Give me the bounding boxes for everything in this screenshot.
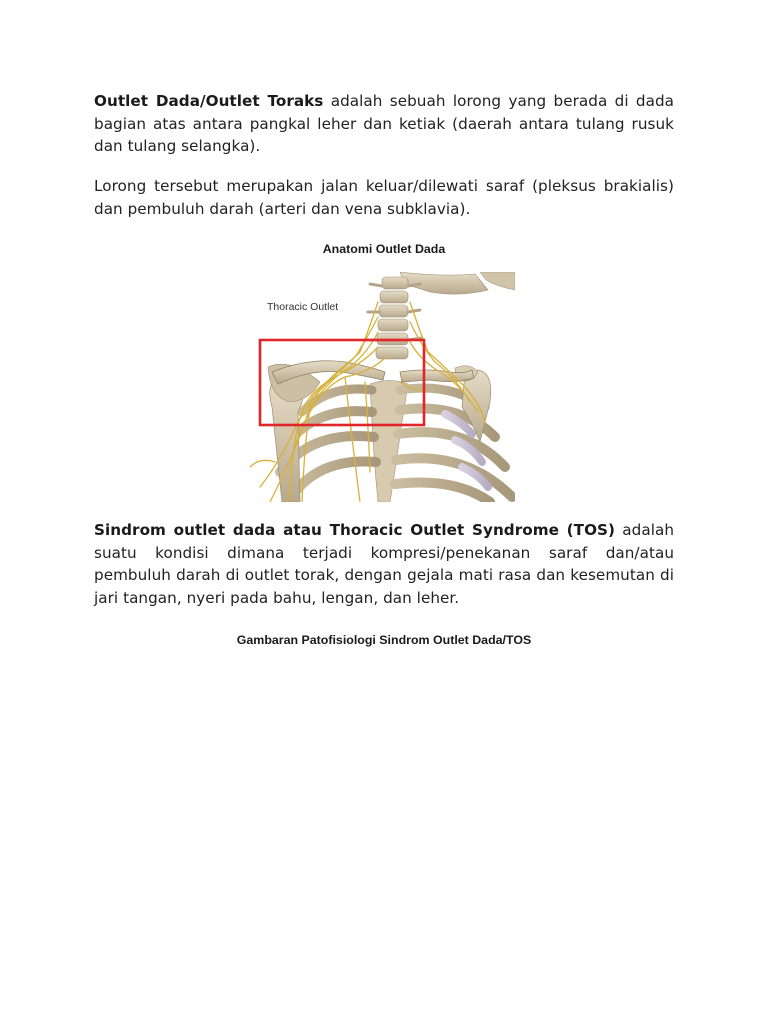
jaw-bone [400, 272, 488, 294]
figure-caption-pathophysiology: Gambaran Patofisiologi Sindrom Outlet Dada/TOS [236, 633, 532, 647]
paragraph-text: Lorong tersebut merupakan jalan keluar/dilewati saraf (pleksus brakialis) dan pembuluh darah (arteri dan vena subklavia). [94, 177, 674, 218]
figure-label-thoracic-outlet: Thoracic Outlet [267, 301, 339, 313]
anatomy-illustration [250, 272, 515, 502]
paragraph-tos-definition [94, 519, 674, 609]
term-tos: Sindrom outlet dada atau Thoracic Outlet Syndrome (TOS) [94, 521, 616, 539]
paragraph-text: adalah suatu kondisi dimana terjadi kompresi/penekanan saraf dan/atau pembuluh darah di outlet torak, dengan gejala mati rasa dan kesemutan di jari tangan, nyeri pada bahu, lengan, dan leher. [94, 521, 674, 607]
figure-caption-anatomy: Anatomi Outlet Dada [322, 242, 446, 256]
paragraph-passage-description [94, 175, 674, 220]
paragraph-text: adalah sebuah lorong yang berada di dada bagian atas antara pangkal leher dan ketiak (daerah antara tulang rusuk dan tulang selangka). [94, 92, 675, 155]
term-thoracic-outlet: Outlet Dada/Outlet Toraks [94, 92, 324, 110]
paragraph-thoracic-outlet-definition [94, 90, 674, 158]
